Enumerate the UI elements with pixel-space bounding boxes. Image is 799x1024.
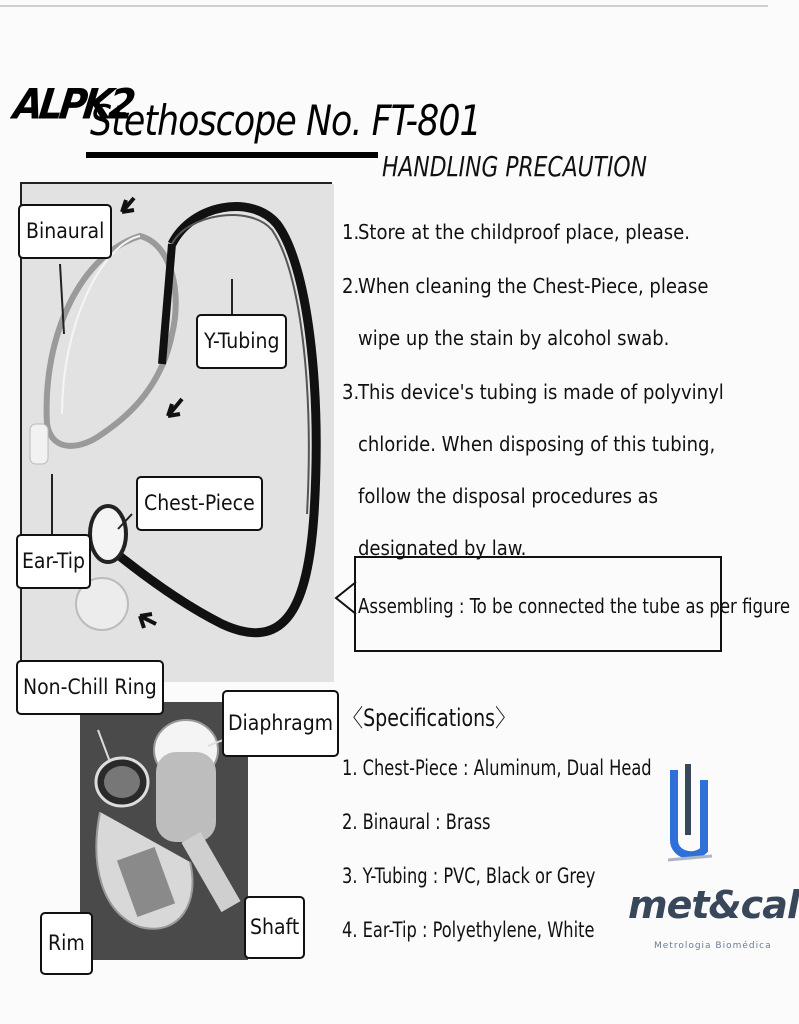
label-non-chill-ring: Non-Chill Ring <box>16 660 164 715</box>
metcal-logo-icon <box>664 760 716 870</box>
label-binaural: Binaural <box>18 204 112 259</box>
spec-item: 3. Y-Tubing : PVC, Black or Grey <box>342 864 596 888</box>
title-underline <box>86 152 378 158</box>
label-chest-piece: Chest-Piece <box>136 476 263 531</box>
metcal-logo-text: met&cal <box>628 883 799 927</box>
label-y-tubing: Y-Tubing <box>196 314 287 369</box>
pointer-arrow-icon <box>332 578 358 618</box>
assembling-note: Assembling : To be connected the tube as per figure <box>358 594 791 618</box>
section-heading: HANDLING PRECAUTION <box>382 150 647 183</box>
label-rim: Rim <box>40 912 93 975</box>
label-shaft: Shaft <box>244 896 305 959</box>
label-ear-tip: Ear-Tip <box>16 534 91 589</box>
metcal-tagline: Metrologia Biomédica <box>654 941 772 951</box>
top-scan-edge <box>0 5 768 7</box>
precaution-item: 3. This device's tubing is made of polyvinyl chloride. When disposing of this tubing, follow the disposal procedures as designated by law. <box>342 380 724 560</box>
label-diaphragm: Diaphragm <box>222 690 339 757</box>
precaution-list <box>342 222 732 592</box>
page-title: Stethoscope No. FT-801 <box>90 96 481 145</box>
specifications-title: 〈Specifications〉 <box>342 704 517 732</box>
precaution-item: 1. Store at the childproof place, please. <box>342 220 690 244</box>
spec-item: 4. Ear-Tip : Polyethylene, White <box>342 918 595 942</box>
spec-item: 1. Chest-Piece : Aluminum, Dual Head <box>342 756 652 780</box>
precaution-item: 2. When cleaning the Chest-Piece, please wipe up the stain by alcohol swab. <box>342 274 709 350</box>
spec-item: 2. Binaural : Brass <box>342 810 491 834</box>
brand-logo: ALPK2 <box>10 79 135 129</box>
